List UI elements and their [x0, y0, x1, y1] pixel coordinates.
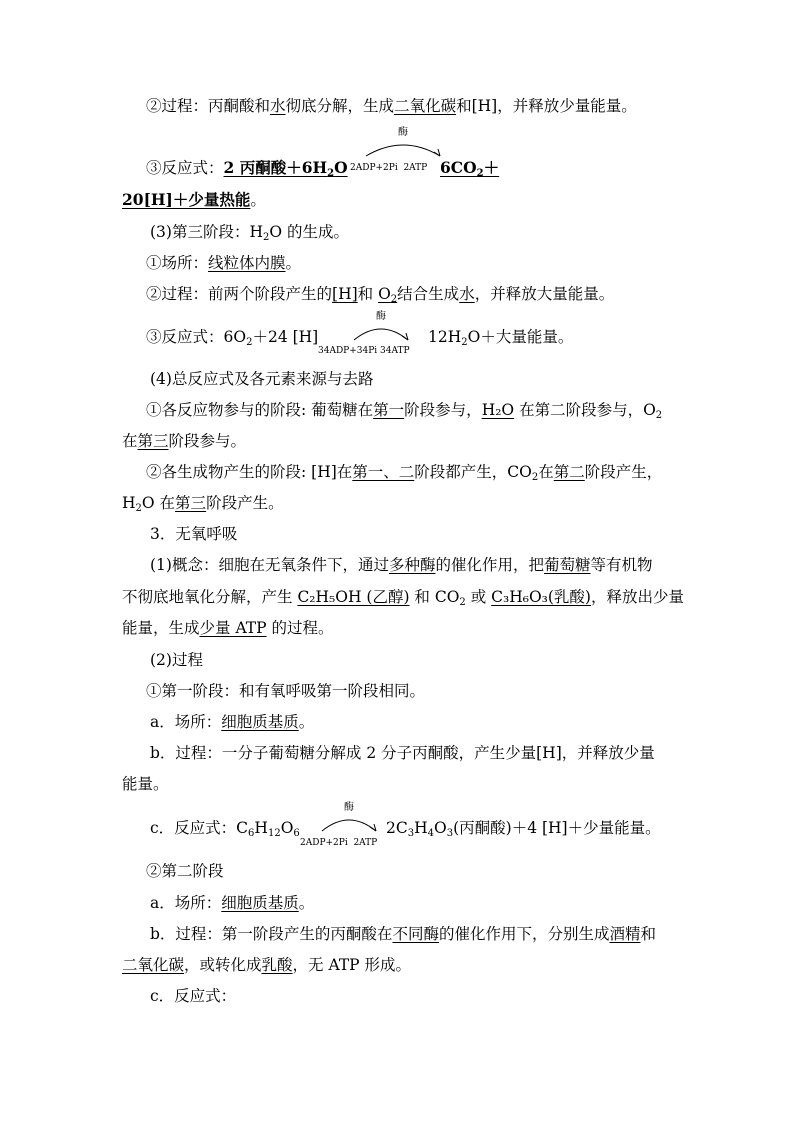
anaerobic-stage1-eq-left: c．反应式：$C_6H_{12}O_6$: [150, 819, 300, 839]
stage2-enzyme-arrow: 酶: [358, 128, 448, 168]
anaerobic-stage2-equation: c．反应式：: [150, 987, 237, 1005]
arc-arrow-icon: [314, 813, 384, 833]
stage2-condition: 2ADP+2Pi 2ATP: [350, 163, 428, 173]
anaerobic-concept-3: 能量，生成少量 ATP 的过程。: [122, 619, 334, 637]
anaerobic-stage1-site: a．场所：细胞质基质。: [150, 713, 315, 731]
anaerobic-heading: 3．无氧呼吸: [150, 525, 238, 543]
stage3-condition: 34ADP+34Pi 34ATP: [318, 346, 410, 356]
stage2-equation-cont: 20[H]＋少量热能。: [122, 190, 266, 209]
summary-products: ②各生成物产生的阶段: [H]在第一、二阶段都产生，$CO_2$在第二阶段产生，: [146, 463, 663, 483]
anaerobic-stage1-process-cont: 能量。: [122, 775, 169, 793]
anaerobic-stage1: ①第一阶段：和有氧呼吸第一阶段相同。: [146, 682, 426, 700]
stage3-site: ①场所：线粒体内膜。: [146, 254, 302, 272]
anaerobic-stage2: ②第二阶段: [146, 862, 224, 880]
stage2-equation-line: ③反应式：2 丙酮酸$+6H_2O$: [146, 158, 348, 179]
anaerobic-stage1-eq-right: $2C_3H_4O_3$(丙酮酸)＋4 [H]＋少量能量。: [386, 819, 661, 839]
anaerobic-stage2-process: b．过程：第一阶段产生的丙酮酸在不同酶的催化作用下，分别生成酒精和: [150, 925, 656, 943]
stage3-enzyme-arrow: 酶: [346, 312, 416, 352]
summary-heading: (4)总反应式及各元素来源与去路: [150, 370, 374, 388]
anaerobic-stage1-process: b．过程：一分子葡萄糖分解成 2 分子丙酮酸，产生少量[H]，并释放少量: [150, 744, 655, 762]
stage2-process-line: ②过程：丙酮酸和水彻底分解，生成二氧化碳和[H]，并释放少量能量。: [146, 97, 637, 115]
anaerobic-concept-1: (1)概念：细胞在无氧条件下，通过多种酶的催化作用，把葡萄糖等有机物: [150, 556, 653, 574]
stage3-equation-right: $12H_2O+$大量能量。: [428, 328, 574, 348]
stage2-equation-left: 2 丙酮酸$+6H_2O$: [223, 158, 348, 179]
anaerobic-stage2-process-cont: 二氧化碳，或转化成乳酸，无 ATP 形成。: [122, 956, 412, 974]
anaerobic-enzyme-arrow: 酶: [314, 803, 384, 843]
anaerobic-stage2-site: a．场所：细胞质基质。: [150, 894, 315, 912]
stage3-heading: (3)第三阶段：$H_2O$ 的生成。: [150, 223, 349, 243]
arc-arrow-icon: [346, 322, 416, 342]
summary-reactants: ①各反应物参与的阶段: 葡萄糖在第一阶段参与，H₂O 在第二阶段参与，$O_2$: [146, 401, 663, 421]
anaerobic-process-heading: (2)过程: [150, 651, 203, 669]
stage3-equation-left: ③反应式：$6O_2+24$ [H]: [146, 328, 319, 348]
stage2-equation-right: $6CO_2+$: [440, 158, 500, 179]
stage3-process: ②过程：前两个阶段产生的[H]和 $O_2$结合生成水，并释放大量能量。: [146, 285, 615, 305]
summary-products-cont: $H_2O$ 在第三阶段产生。: [122, 494, 284, 514]
anaerobic-condition: 2ADP+2Pi 2ATP: [300, 838, 378, 848]
summary-reactants-cont: 在第三阶段参与。: [122, 432, 247, 450]
anaerobic-concept-2: 不彻底地氧化分解，产生 C₂H₅OH (乙醇) 和 $CO_2$ 或 C₃H₆O₃(乳酸)，释放出少量: [122, 588, 684, 608]
arc-arrow-icon: [358, 138, 448, 158]
